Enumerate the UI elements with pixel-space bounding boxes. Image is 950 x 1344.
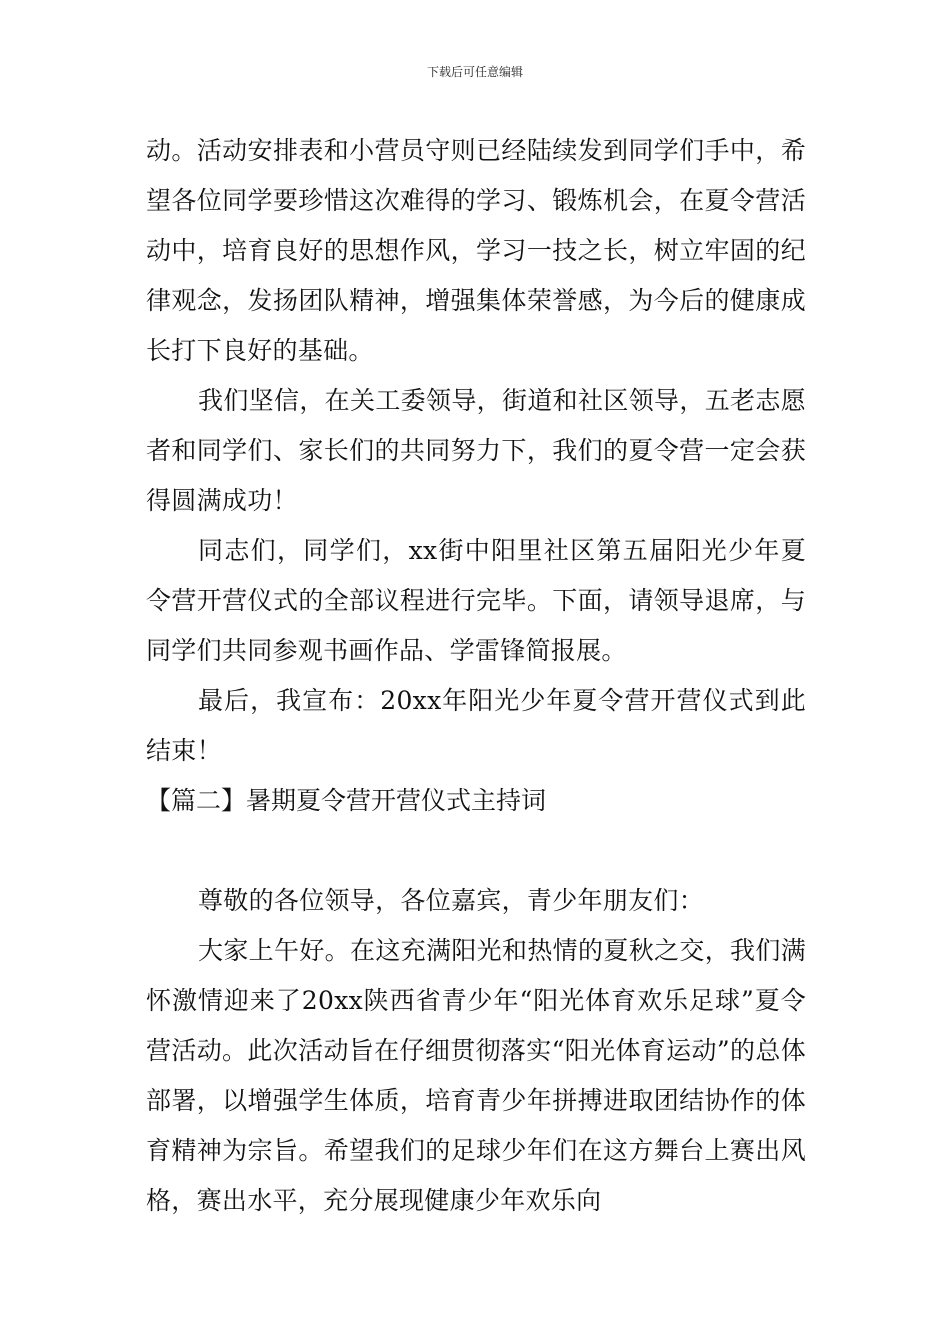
paragraph-continuation: 动。活动安排表和小营员守则已经陆续发到同学们手中，希望各位同学要珍惜这次难得的学习、锻炼机会，在夏令营活动中，培育良好的思想作风，学习一技之长，树立牢固的纪律观念，发扬团队精神，增强集体荣誉感，为今后的健康成长打下良好的基础。	[146, 136, 806, 365]
document-body	[146, 126, 806, 1226]
section-heading: 【篇二】暑期夏令营开营仪式主持词	[146, 786, 547, 815]
paragraph-closing: 最后，我宣布：20xx年阳光少年夏令营开营仪式到此结束！	[146, 686, 806, 765]
paragraph-belief: 我们坚信，在关工委领导，街道和社区领导，五老志愿者和同学们、家长们的共同努力下，我们的夏令营一定会获得圆满成功！	[146, 386, 806, 515]
paragraph-agenda-complete: 同志们，同学们，xx街中阳里社区第五届阳光少年夏令营开营仪式的全部议程进行完毕。下面，请领导退席，与同学们共同参观书画作品、学雷锋简报展。	[146, 536, 806, 665]
section-spacer	[146, 826, 806, 876]
page-header-note: 下载后可任意编辑	[426, 65, 523, 79]
paragraph-greeting: 尊敬的各位领导，各位嘉宾，青少年朋友们：	[198, 886, 705, 915]
paragraph-opening: 大家上午好。在这充满阳光和热情的夏秋之交，我们满怀激情迎来了20xx陕西省青少年“阳光体育欢乐足球”夏令营活动。此次活动旨在仔细贯彻落实“阳光体育运动”的总体部署，以增强学生体质，培育青少年拼搏进取团结协作的体育精神为宗旨。希望我们的足球少年们在这方舞台上赛出风格，赛出水平，充分展现健康少年欢乐向	[146, 936, 806, 1215]
